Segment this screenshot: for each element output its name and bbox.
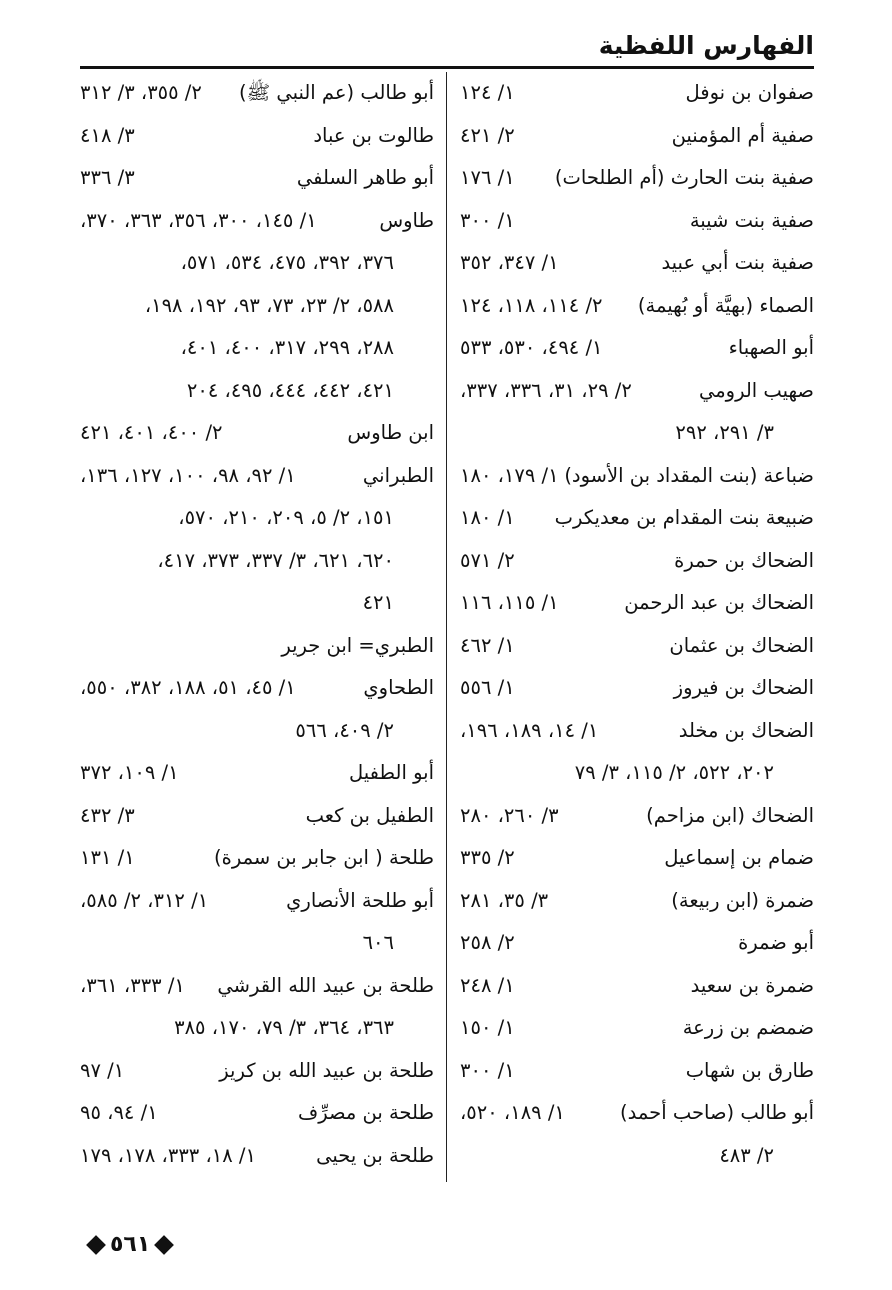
entry-name: طلحة بن يحيى (316, 1143, 434, 1167)
entry-name: طلحة بن عبيد الله بن كريز (219, 1058, 434, 1082)
index-entry (80, 667, 434, 710)
entry-name: الضحاك بن عبد الرحمن (624, 591, 814, 614)
index-entry (460, 242, 814, 285)
entry-name: الطبراني (362, 463, 434, 487)
index-entry (460, 285, 814, 328)
entry-refs: ٣/ ٣٥، ٢٨١ (460, 888, 549, 912)
index-entry (460, 1050, 814, 1093)
entry-refs: ١/ ١٤، ١٨٩، ١٩٦، (460, 718, 599, 742)
entry-name: ضمام بن إسماعيل (664, 846, 814, 869)
entry-name: الطبري= ابن جرير (281, 633, 434, 657)
index-entry (80, 752, 434, 795)
entry-name: أبو الصهباء (728, 336, 814, 359)
entry-name: صفية بنت الحارث (أم الطلحات) (554, 166, 814, 189)
index-entry (80, 157, 434, 200)
entry-refs: ٢/ ٣٥٥، ٣/ ٣١٢ (80, 81, 202, 104)
index-entry (460, 965, 814, 1008)
entry-refs: ١/ ٣٠٠ (460, 208, 515, 232)
entry-refs: ١/ ٩٧ (80, 1058, 125, 1082)
entry-name: طلحة بن عبيد الله القرشي (217, 973, 434, 997)
index-entry (80, 837, 434, 880)
ornament-icon (154, 1235, 174, 1255)
entry-refs: ٣/ ٢٦٠، ٢٨٠ (460, 803, 559, 827)
entry-refs: ١/ ١١٥، ١١٦ (460, 591, 559, 614)
index-entry (460, 710, 814, 753)
index-entry (460, 1007, 814, 1050)
index-entry-continuation: ٦٢٠، ٦٢١، ٣/ ٣٣٧، ٣٧٣، ٤١٧، (157, 548, 394, 572)
index-entry (460, 327, 814, 370)
entry-refs: ١/ ٣٣٣، ٣٦١، (80, 973, 185, 997)
entry-refs: ٣/ ٣٣٦ (80, 166, 135, 189)
entry-refs: ١/ ٥٥٦ (460, 676, 515, 699)
entry-name: ابن طاوس (347, 421, 434, 444)
index-entry-continuation: ٤٢١ (362, 591, 394, 614)
header-rule (80, 66, 814, 69)
index-entry (460, 795, 814, 838)
index-entry (460, 625, 814, 668)
entry-name: صفية بنت شيبة (689, 208, 814, 232)
entry-name: أبو طلحة الأنصاري (286, 888, 434, 912)
index-entry-continuation: ٢/ ٤٠٩، ٥٦٦ (295, 718, 394, 742)
entry-refs: ١/ ١٣١ (80, 846, 135, 869)
index-entry-continuation: ٣٧٦، ٣٩٢، ٤٧٥، ٥٣٤، ٥٧١، (180, 251, 394, 274)
column-divider (446, 72, 447, 1182)
entry-name: ضمرة بن سعيد (690, 973, 814, 997)
entry-refs: ١/ ٩٤، ٩٥ (80, 1101, 158, 1124)
entry-refs: ٣/ ٤٣٢ (80, 803, 135, 827)
entry-refs: ٢/ ٣٣٥ (460, 846, 515, 869)
index-entry (460, 1092, 814, 1135)
entry-name: الطفيل بن كعب (305, 803, 434, 827)
index-entry (460, 922, 814, 965)
entry-refs: ٢/ ١١٤، ١١٨، ١٢٤ (460, 293, 603, 317)
index-entry-continuation: ٢٨٨، ٢٩٩، ٣١٧، ٤٠٠، ٤٠١، (180, 336, 394, 359)
entry-name: أبو طاهر السلفي (296, 166, 434, 189)
entry-name: طلحة ( ابن جابر بن سمرة) (214, 846, 434, 869)
entry-name: أبو طالب (عم النبي ﷺ) (238, 81, 434, 104)
index-entry-continuation: ٦٠٦ (362, 931, 394, 954)
index-entry-continuation: ٥٨٨، ٢/ ٢٣، ٧٣، ٩٣، ١٩٢، ١٩٨، (144, 293, 394, 317)
entry-name: طاوس (379, 208, 434, 232)
entry-refs: ١/ ١٤٥، ٣٠٠، ٣٥٦، ٣٦٣، ٣٧٠، (80, 208, 317, 232)
index-entry (80, 72, 434, 115)
index-entry (80, 965, 434, 1008)
index-entry (460, 880, 814, 923)
entry-name: صفوان بن نوفل (685, 81, 814, 104)
index-column-right (460, 72, 814, 1177)
entry-name: أبو ضمرة (738, 931, 814, 954)
entry-refs: ١/ ١٧٦ (460, 166, 515, 189)
index-entry (460, 667, 814, 710)
entry-refs: ١/ ٢٤٨ (460, 973, 515, 997)
index-entry (460, 115, 814, 158)
index-entry (80, 1135, 434, 1178)
index-entry (460, 497, 814, 540)
entry-refs: ١/ ٤٩٤، ٥٣٠، ٥٣٣ (460, 336, 603, 359)
ornament-icon (86, 1235, 106, 1255)
index-entry (80, 880, 434, 923)
index-entry (460, 837, 814, 880)
entry-name: طلحة بن مصرِّف (297, 1101, 434, 1124)
entry-refs: ١/ ١٨، ٣٣٣، ١٧٨، ١٧٩ (80, 1143, 256, 1167)
entry-refs: ١/ ١٧٩، ١٨٠ (460, 463, 559, 487)
entry-name: طارق بن شهاب (685, 1058, 814, 1082)
entry-refs: ١/ ٤٦٢ (460, 633, 515, 657)
index-entry (460, 72, 814, 115)
index-entry-continuation: ٣٦٣، ٣٦٤، ٣/ ٧٩، ١٧٠، ٣٨٥ (174, 1016, 394, 1039)
index-entry-continuation: ٢/ ٤٨٣ (719, 1143, 774, 1167)
entry-refs: ١/ ٤٥، ٥١، ١٨٨، ٣٨٢، ٥٥٠، (80, 676, 296, 699)
entry-refs: ١/ ٣٤٧، ٣٥٢ (460, 251, 559, 274)
entry-name: أبو طالب (صاحب أحمد) (620, 1101, 814, 1124)
entry-name: الضحاك بن فيروز (673, 676, 814, 699)
entry-name: ضمرة (ابن ربيعة) (671, 888, 814, 912)
index-entry (80, 200, 434, 243)
entry-refs: ١/ ٩٢، ٩٨، ١٠٠، ١٢٧، ١٣٦، (80, 463, 296, 487)
entry-name: صفية بنت أبي عبيد (661, 251, 814, 274)
entry-name: صفية أم المؤمنين (671, 123, 814, 147)
entry-name: صهيب الرومي (698, 378, 814, 402)
entry-refs: ١/ ١٨٠ (460, 506, 515, 529)
entry-name: طالوت بن عباد (313, 123, 434, 147)
index-entry (80, 455, 434, 498)
index-entry (460, 370, 814, 413)
entry-name: ضمضم بن زرعة (682, 1016, 814, 1039)
index-entry (460, 540, 814, 583)
entry-refs: ١/ ١٥٠ (460, 1016, 515, 1039)
index-entry (460, 200, 814, 243)
index-entry (460, 157, 814, 200)
entry-name: ضباعة (بنت المقداد بن الأسود) (564, 463, 814, 487)
entry-refs: ٢/ ٥٧١ (460, 548, 515, 572)
index-entry (460, 455, 814, 498)
entry-refs: ١/ ١٠٩، ٣٧٢ (80, 761, 179, 784)
entry-refs: ١/ ١٢٤ (460, 81, 515, 104)
index-entry (80, 1092, 434, 1135)
index-entry (80, 115, 434, 158)
entry-name: الطحاوي (363, 676, 434, 699)
entry-refs: ٢/ ٤٠٠، ٤٠١، ٤٢١ (80, 421, 223, 444)
page-footer (82, 1232, 178, 1257)
entry-refs: ١/ ٣٠٠ (460, 1058, 515, 1082)
entry-refs: ٣/ ٤١٨ (80, 123, 135, 147)
entry-name: أبو الطفيل (349, 761, 434, 784)
entry-refs: ٢/ ٢٥٨ (460, 931, 515, 954)
page-number: ٥٦١ (110, 1232, 151, 1257)
index-entry (80, 1050, 434, 1093)
index-entry (80, 625, 434, 668)
index-entry (80, 412, 434, 455)
entry-refs: ٢/ ٢٩، ٣١، ٣٣٦، ٣٣٧، (460, 378, 632, 402)
entry-refs: ١/ ١٨٩، ٥٢٠، (460, 1101, 565, 1124)
entry-name: الضحاك بن حمرة (674, 548, 814, 572)
index-entry (80, 795, 434, 838)
index-entry-continuation: ٣/ ٢٩١، ٢٩٢ (675, 421, 774, 444)
entry-name: الضحاك (ابن مزاحم) (646, 803, 814, 827)
entry-name: ضبيعة بنت المقدام بن معديكرب (554, 506, 814, 529)
index-entry-continuation: ١٥١، ٢/ ٥، ٢٠٩، ٢١٠، ٥٧٠، (178, 506, 394, 529)
entry-refs: ١/ ٣١٢، ٢/ ٥٨٥، (80, 888, 209, 912)
index-entry-continuation: ٢٠٢، ٥٢٢، ٢/ ١١٥، ٣/ ٧٩ (574, 761, 774, 784)
index-entry (460, 582, 814, 625)
page-header-title: الفهارس اللفظية (598, 31, 814, 60)
entry-name: الضحاك بن مخلد (678, 718, 814, 742)
entry-refs: ٢/ ٤٢١ (460, 123, 515, 147)
entry-name: الصماء (بهيَّة أو بُهيمة) (637, 293, 814, 317)
index-entry-continuation: ٤٢١، ٤٤٢، ٤٤٤، ٤٩٥، ٢٠٤ (186, 378, 394, 402)
entry-name: الضحاك بن عثمان (669, 633, 814, 657)
index-column-left (80, 72, 434, 1177)
